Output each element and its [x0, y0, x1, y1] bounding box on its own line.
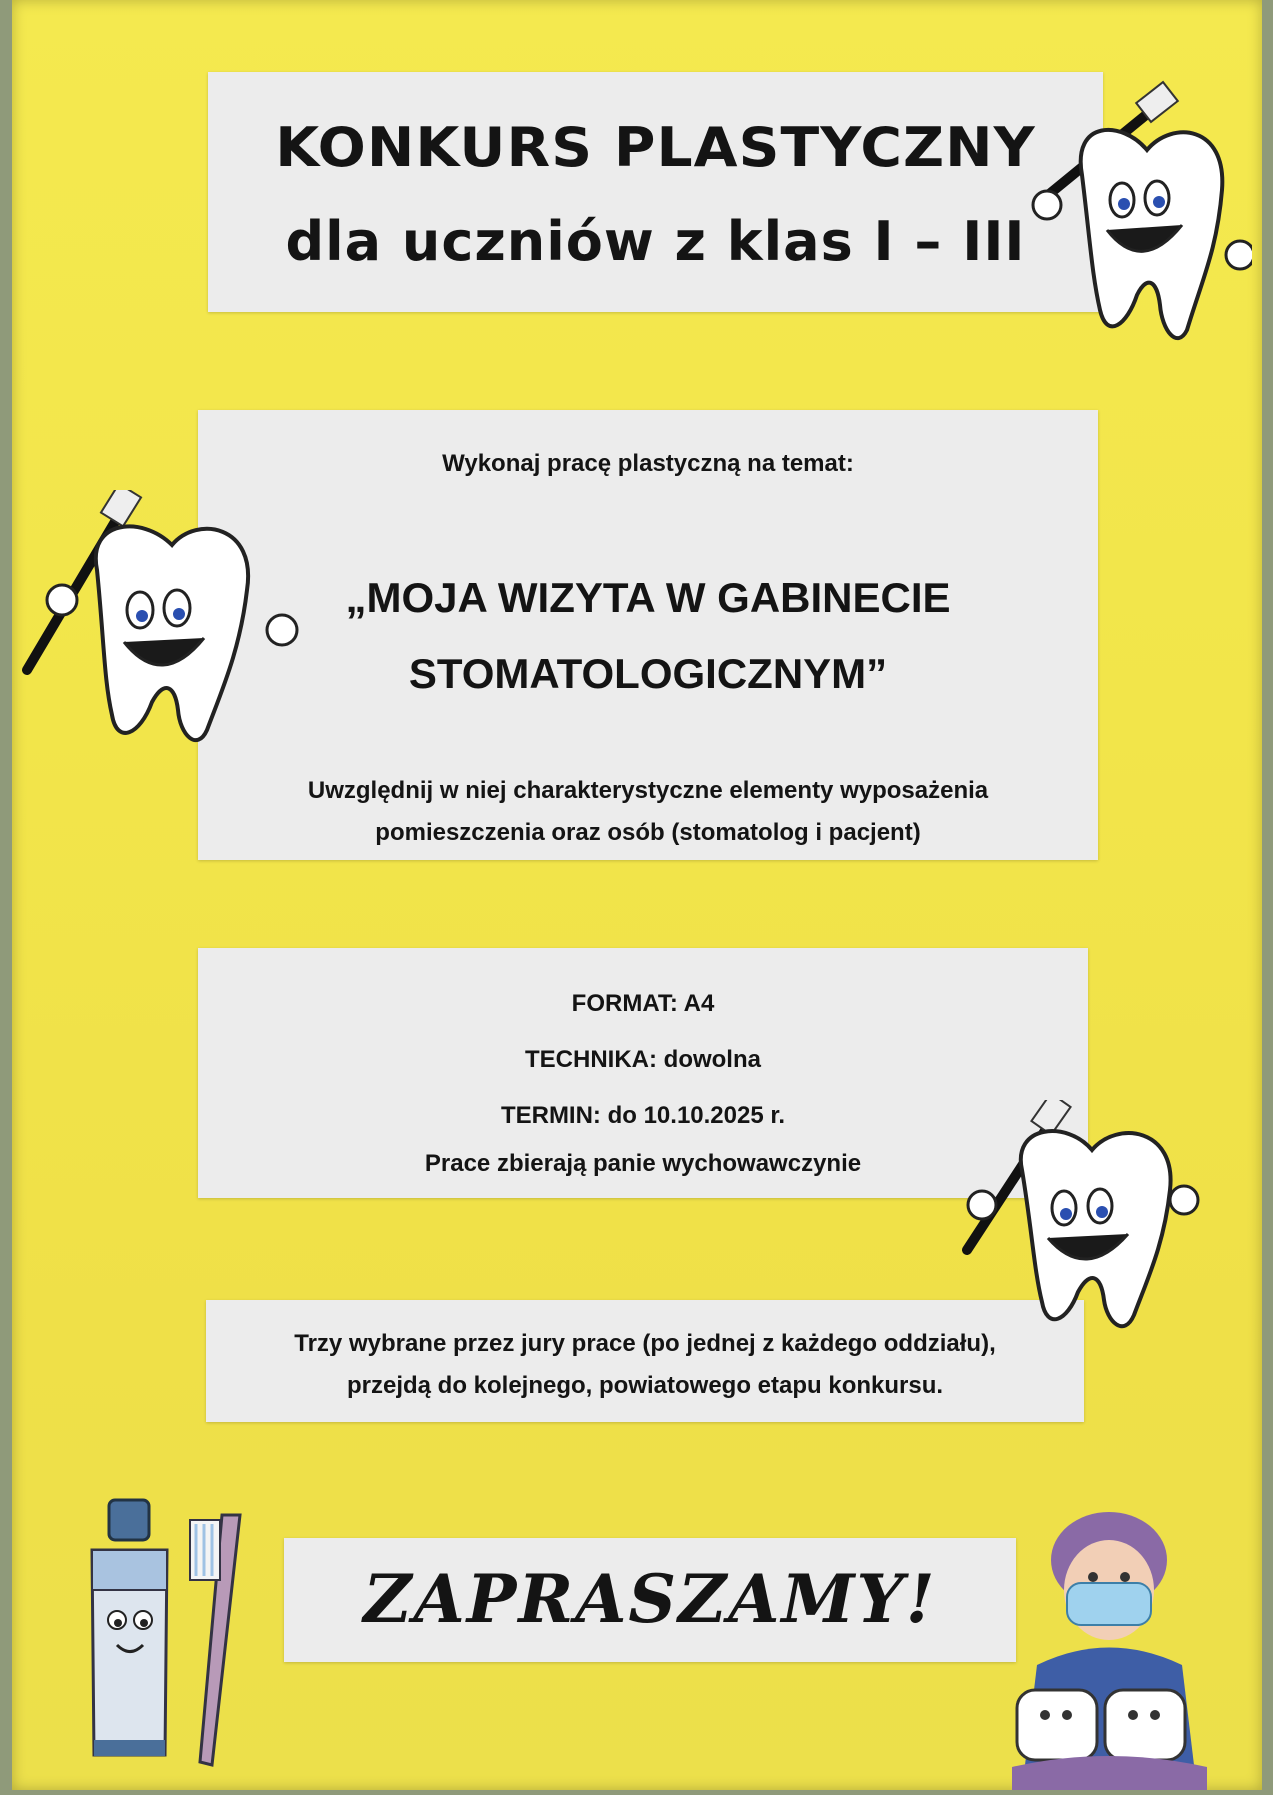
toothbrush-icon	[182, 1500, 262, 1775]
topic-intro: Wykonaj pracę plastyczną na temat:	[442, 450, 854, 477]
topic-card	[198, 410, 1098, 860]
tooth-mascot-icon	[952, 1100, 1212, 1340]
topic-title	[238, 560, 1058, 712]
topic-note	[218, 770, 1078, 854]
info-collection: Prace zbierają panie wychowawczynie	[424, 1150, 862, 1177]
topic-note-line2: pomieszczenia oraz osób (stomatolog i pacjent)	[375, 819, 921, 846]
info-deadline: TERMIN: do 10.10.2025 r.	[500, 1102, 786, 1129]
info-format: FORMAT: A4	[571, 990, 715, 1017]
topic-note-line1: Uwzględnij w niej charakterystyczne elementy wyposażenia	[307, 777, 989, 804]
tooth-mascot-icon	[12, 490, 302, 760]
invite-card	[284, 1538, 1016, 1662]
title-heading: KONKURS PLASTYCZNY	[275, 116, 1036, 179]
title-subheading: dla uczniów z klas I – III	[285, 210, 1026, 273]
info-technique: TECHNIKA: dowolna	[525, 1046, 761, 1073]
topic-title-line1: „MOJA WIZYTA W GABINECIE	[345, 574, 951, 621]
jury-line1: Trzy wybrane przez jury prace (po jednej z każdego oddziału),	[294, 1330, 996, 1357]
jury-line2: przejdą do kolejnego, powiatowego etapu konkursu.	[346, 1372, 944, 1399]
dentist-icon	[997, 1505, 1222, 1790]
poster-sheet	[12, 0, 1262, 1790]
toothpaste-icon	[77, 1490, 187, 1770]
invite-text: ZAPRASZAMY!	[363, 1560, 937, 1638]
title-card	[208, 72, 1103, 312]
topic-title-line2: STOMATOLOGICZNYM”	[408, 650, 888, 697]
tooth-mascot-icon	[1012, 80, 1252, 350]
